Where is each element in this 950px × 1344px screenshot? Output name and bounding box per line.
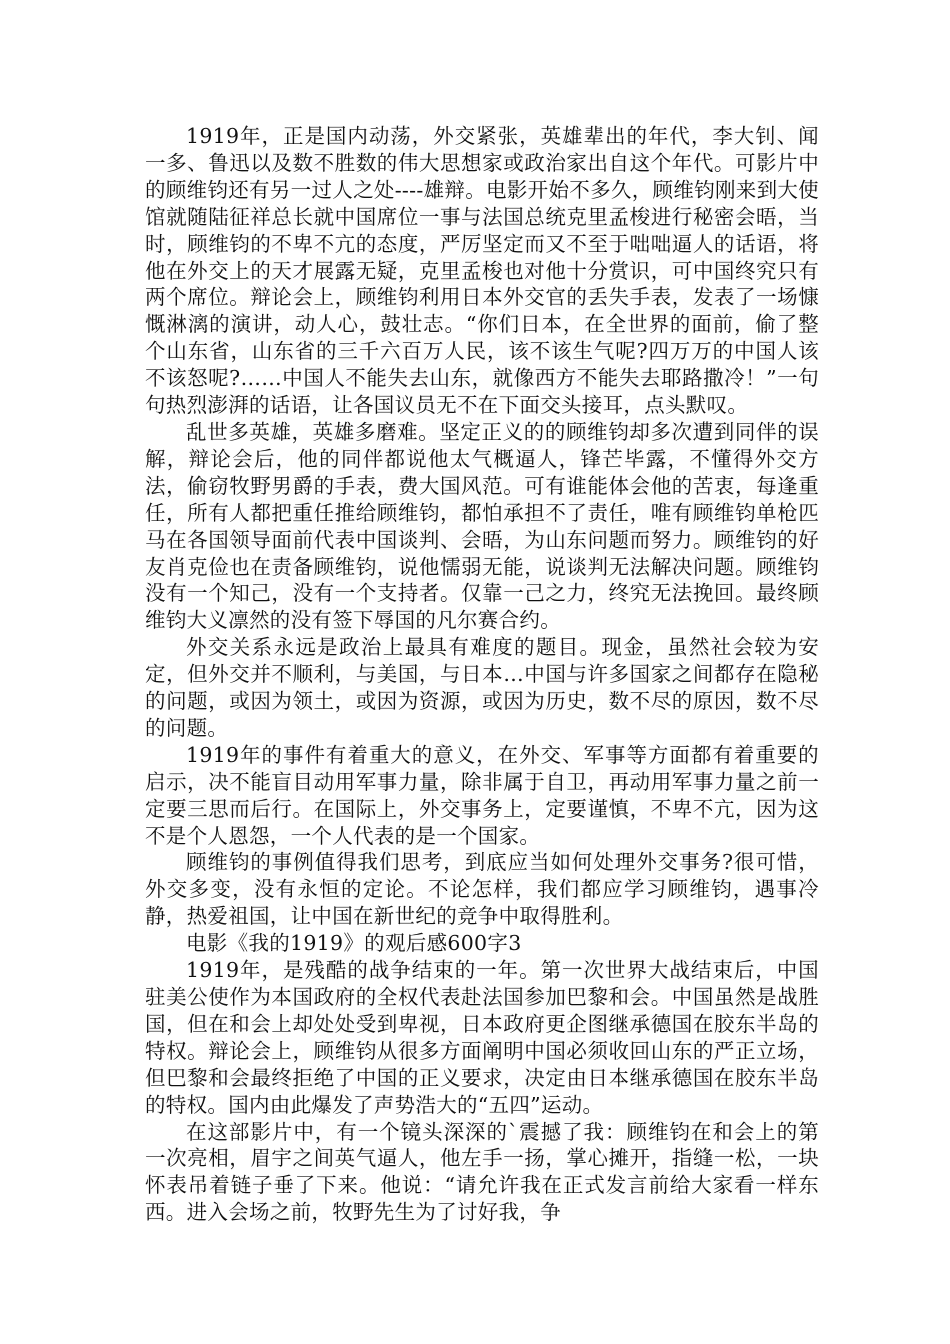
paragraph-7: 在这部影片中，有一个镜头深深的`震撼了我：顾维钧在和会上的第一次亮相，眉宇之间英气逼人，他左手一扬，掌心摊开，指缝一松，一块怀表吊着链子垂了下来。他说：“请允许我在正式发言前给大家看一样东西。进入会场之前，牧野先生为了讨好我，争 [145,1119,819,1225]
paragraph-2: 乱世多英雄，英雄多磨难。坚定正义的的顾维钧却多次遭到同伴的误解，辩论会后，他的同伴都说他太气概逼人，锋芒毕露，不懂得外交方法，偷窃牧野男爵的手表，费大国风范。可有谁能体会他的苦衷，每逢重任，所有人都把重任推给顾维钧，都怕承担不了责任，唯有顾维钧单枪匹马在各国领导面前代表中国谈判、会晤，为山东问题而努力。顾维钧的好友肖克俭也在责备顾维钧，说他懦弱无能，说谈判无法解决问题。顾维钧没有一个知己，没有一个支持者。仅靠一己之力，终究无法挽回。最终顾维钧大义凛然的没有签下辱国的凡尔赛合约。 [145,419,819,633]
paragraph-3: 外交关系永远是政治上最具有难度的题目。现金，虽然社会较为安定，但外交并不顺利，与美国，与日本…中国与许多国家之间都存在隐秘的问题，或因为领土，或因为资源，或因为历史，数不尽的原因，数不尽的问题。 [145,635,819,740]
section-heading: 电影《我的1919》的观后感600字3 [186,931,522,956]
paragraph-6: 1919年，是残酷的战争结束的一年。第一次世界大战结束后，中国驻美公使作为本国政府的全权代表赴法国参加巴黎和会。中国虽然是战胜国，但在和会上却处处受到卑视，日本政府更企图继承德国在胶东半岛的特权。辩论会上，顾维钧从很多方面阐明中国必须收回山东的严正立场，但巴黎和会最终拒绝了中国的正义要求，决定由日本继承德国在胶东半岛的特权。国内由此爆发了声势浩大的“五四”运动。 [145,958,819,1117]
document-body [145,123,819,1226]
paragraph-4: 1919年的事件有着重大的意义，在外交、军事等方面都有着重要的启示，决不能盲目动用军事力量，除非属于自卫，再动用军事力量之前一定要三思而后行。在国际上，外交事务上，定要谨慎，不卑不亢，因为这不是个人恩怨，一个人代表的是一个国家。 [145,742,819,848]
paragraph-1: 1919年，正是国内动荡，外交紧张，英雄辈出的年代，李大钊、闻一多、鲁迅以及数不胜数的伟大思想家或政治家出自这个年代。可影片中的顾维钧还有另一过人之处----雄辩。电影开始不多久，顾维钧刚来到大使馆就随陆征祥总长就中国席位一事与法国总统克里孟梭进行秘密会晤，当时，顾维钧的不卑不亢的态度，严厉坚定而又不至于咄咄逼人的话语，将他在外交上的天才展露无疑，克里孟梭也对他十分赏识，可中国终究只有两个席位。辩论会上，顾维钧利用日本外交官的丢失手表，发表了一场慷慨淋漓的演讲，动人心，鼓壮志。“你们日本，在全世界的面前，偷了整个山东省，山东省的三千六百万人民，该不该生气呢?四万万的中国人该不该怒呢?……中国人不能失去山东，就像西方不能失去耶路撒冷！”一句句热烈澎湃的话语，让各国议员无不在下面交头接耳，点头默叹。 [145,124,819,418]
paragraph-5: 顾维钧的事例值得我们思考，到底应当如何处理外交事务?很可惜，外交多变，没有永恒的定论。不论怎样，我们都应学习顾维钧，遇事冷静，热爱祖国，让中国在新世纪的竞争中取得胜利。 [145,850,819,929]
